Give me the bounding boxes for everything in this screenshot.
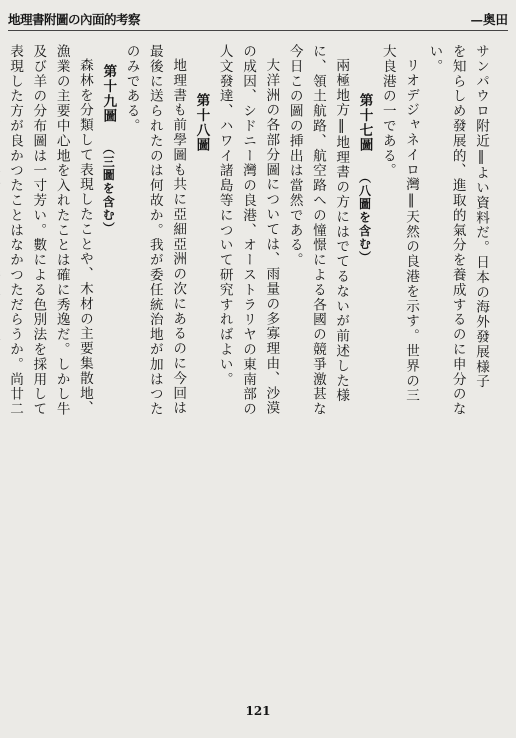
text-line: 大良港の一である。 — [379, 44, 396, 179]
text-line: 大洋洲の各部分圖については、雨量の多寡理由、沙漠 — [263, 57, 280, 416]
vertical-body-text — [7, 44, 492, 694]
text-line: 表現した方が良かつたことはなかつただらうか。尚廿二 — [7, 44, 24, 417]
section-heading-label: 第十七圖 — [356, 92, 373, 153]
text-line: 最後に送られたのは何故か。我が委任統治地が加はつた — [146, 44, 163, 417]
text-line: のみである。 — [123, 44, 140, 134]
text-line: リオデジャネイロ灣‖天然の良港を示す。世界の三 — [403, 57, 420, 403]
text-line: 森林を分類して表現したことや、木材の主要集散地、 — [76, 57, 93, 416]
running-header — [8, 10, 508, 28]
text-line: サンパウロ附近‖よい資料だ。日本の海外發展様子 — [473, 44, 489, 390]
text-line: 地理書も前學圖も共に亞細亞洲の次にあるのに今回は — [170, 57, 187, 416]
text-line: い。 — [426, 44, 443, 74]
text-line: 漁業の主要中心地を入れたことは確に秀逸だ。しかし牛 — [53, 44, 70, 417]
header-rule — [8, 30, 508, 31]
running-header-author: —奥田 — [470, 12, 508, 27]
section-heading-label: 第十八圖 — [193, 92, 210, 153]
section-heading — [96, 44, 119, 694]
text-line: 及び羊の分布圖は一寸芳い。數による色別法を採用して — [30, 44, 47, 417]
section-heading-note: （八圖を含む） — [357, 170, 372, 264]
text-line: に、領土航路、航空路への憧憬による各國の競爭激甚な — [309, 44, 326, 417]
section-heading-label: 第十九圖 — [100, 64, 117, 124]
text-line — [0, 44, 3, 694]
page-number: 121 — [245, 704, 271, 718]
text-line: 今日この圖の挿出は當然である。 — [286, 44, 303, 268]
section-heading-note: （三圖を含む） — [101, 142, 116, 236]
section-heading — [189, 44, 212, 694]
text-line: を知らしめ發展的、進取的氣分を養成するのに申分のな — [449, 44, 466, 417]
section-heading — [352, 44, 375, 694]
text-line: 兩極地方‖地理書の方にはでてるないが前述した様 — [333, 57, 350, 403]
text-line: 人文發達、ハワイ諸島等について研究すればよい。 — [216, 44, 233, 387]
text-line: の成因、シドニー灣の良港、オーストラリヤの東南部の — [240, 44, 257, 417]
running-header-title: 地理書附圖の內面的考察 — [8, 12, 141, 27]
